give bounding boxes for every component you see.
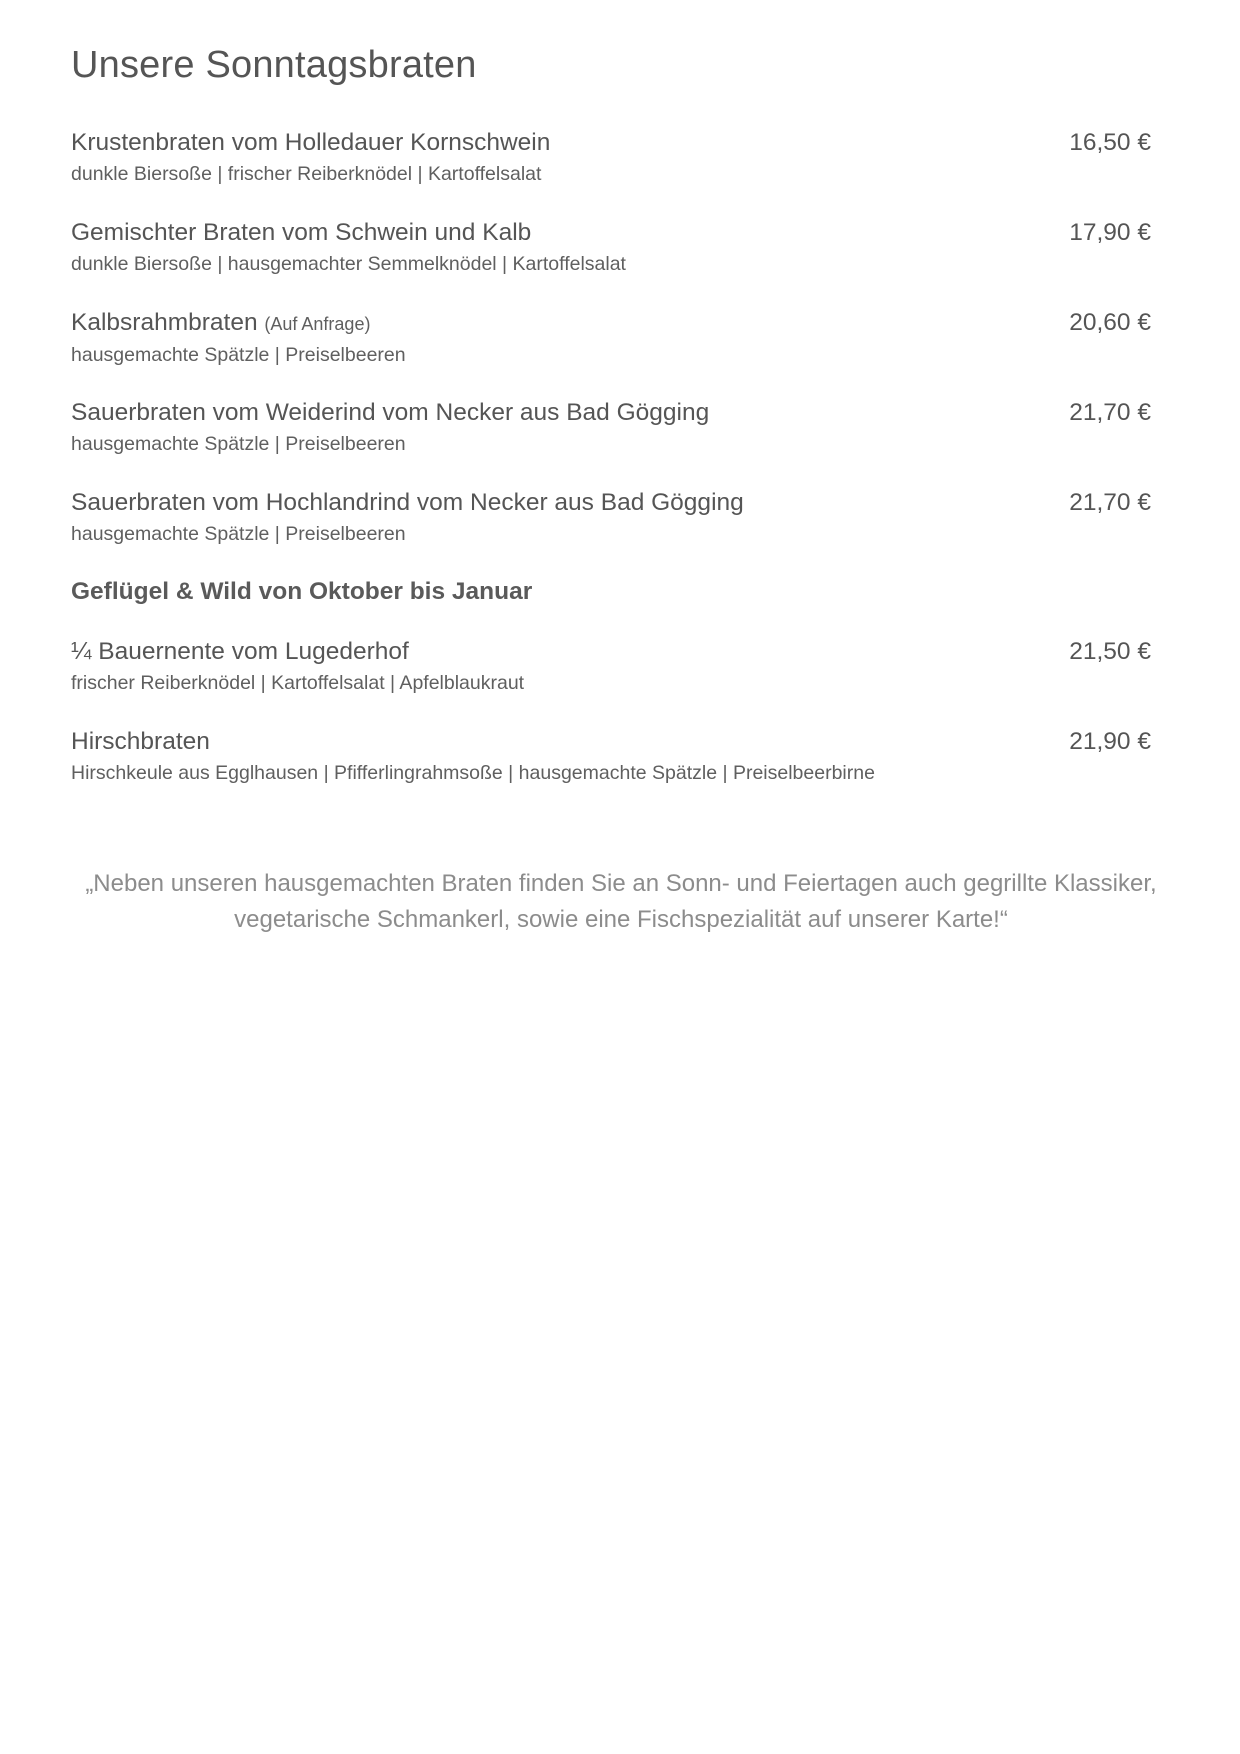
menu-item-description: hausgemachte Spätzle | Preiselbeeren	[71, 344, 406, 366]
menu-item-name	[71, 308, 1151, 339]
menu-item-name	[71, 398, 1151, 428]
menu-item	[71, 308, 1151, 368]
section-heading: Geflügel & Wild von Oktober bis Januar	[71, 578, 533, 605]
menu-item	[71, 637, 1151, 696]
menu-item-description: Hirschkeule aus Egglhausen | Pfifferlingrahmsoße | hausgemachte Spätzle | Preiselbeerbirne	[71, 762, 875, 784]
menu-item-name-text: Gemischter Braten vom Schwein und Kalb	[71, 219, 532, 246]
menu-item	[71, 488, 1151, 547]
menu-item-note: (Auf Anfrage)	[264, 314, 371, 334]
menu-item-price: 20,60 €	[1069, 309, 1151, 336]
menu-item-name-text: Krustenbraten vom Holledauer Kornschwein	[71, 129, 551, 156]
menu-item-name-text: Kalbsrahmbraten	[71, 309, 258, 336]
menu-item-name	[71, 488, 1151, 518]
menu-item-description: frischer Reiberknödel | Kartoffelsalat | Apfelblaukraut	[71, 672, 525, 694]
menu-item-name-text: Hirschbraten	[71, 728, 210, 755]
menu-item	[71, 218, 1151, 277]
menu-item-price: 21,70 €	[1069, 399, 1151, 426]
closing-quote: „Neben unseren hausgemachten Braten finden Sie an Sonn- und Feiertagen auch gegrillte Klassiker, vegetarische Schmankerl, sowie eine Fischspezialität auf unserer Karte!“	[85, 870, 1157, 933]
menu-item-price: 21,50 €	[1069, 638, 1151, 665]
menu-item	[71, 727, 1151, 786]
menu-item-name	[71, 218, 1151, 248]
menu-item-description: dunkle Biersoße | frischer Reiberknödel | Kartoffelsalat	[71, 163, 542, 185]
menu-item-description: hausgemachte Spätzle | Preiselbeeren	[71, 433, 406, 455]
menu-item	[71, 128, 1151, 187]
menu-item-name	[71, 727, 1151, 757]
menu-item-description: hausgemachte Spätzle | Preiselbeeren	[71, 523, 406, 545]
menu-item-name-text: Sauerbraten vom Hochlandrind vom Necker aus Bad Gögging	[71, 489, 744, 516]
menu-item-name	[71, 128, 1151, 158]
page-title: Unsere Sonntagsbraten	[71, 44, 477, 86]
menu-item-price: 16,50 €	[1069, 129, 1151, 156]
menu-item-price: 21,70 €	[1069, 489, 1151, 516]
menu-item-price: 17,90 €	[1069, 219, 1151, 246]
menu-item-name-text: Sauerbraten vom Weiderind vom Necker aus Bad Gögging	[71, 399, 710, 426]
menu-item-name	[71, 637, 1151, 667]
menu-item-price: 21,90 €	[1069, 728, 1151, 755]
menu-item	[71, 398, 1151, 457]
menu-item-description: dunkle Biersoße | hausgemachter Semmelknödel | Kartoffelsalat	[71, 253, 626, 275]
menu-item-name-text: ¼ Bauernente vom Lugederhof	[71, 638, 409, 665]
